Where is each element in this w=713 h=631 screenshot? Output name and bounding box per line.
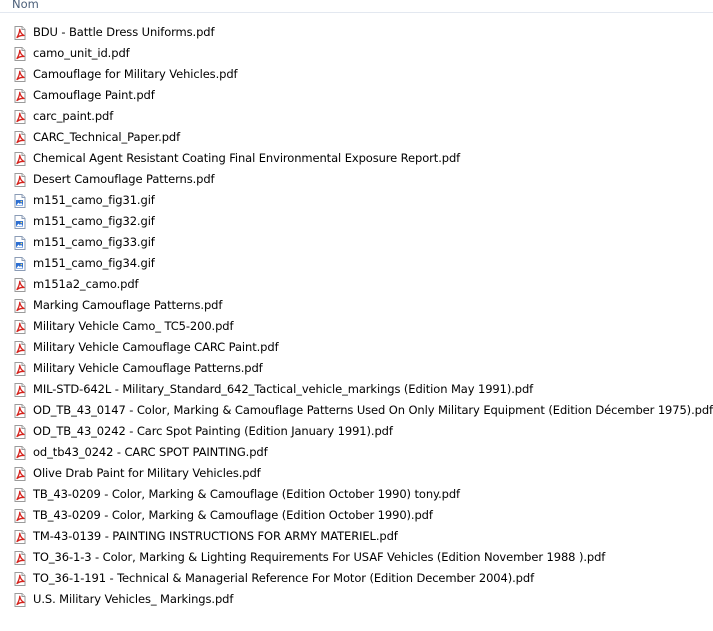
file-name: TB_43-0209 - Color, Marking & Camouflage (Edition October 1990) tony.pdf [33, 487, 460, 501]
file-name: m151_camo_fig33.gif [33, 235, 155, 249]
file-row[interactable] [10, 547, 710, 568]
file-row[interactable] [10, 148, 710, 169]
file-name: m151_camo_fig32.gif [33, 214, 155, 228]
file-row[interactable] [10, 505, 710, 526]
file-row[interactable] [10, 127, 710, 148]
file-row[interactable] [10, 568, 710, 589]
file-name: Military Vehicle Camouflage CARC Paint.pdf [33, 340, 279, 354]
file-list [10, 22, 713, 610]
pdf-icon [12, 277, 28, 293]
pdf-icon [12, 109, 28, 125]
gif-image-icon [12, 193, 28, 209]
file-name: CARC_Technical_Paper.pdf [33, 130, 181, 144]
file-name: Camouflage Paint.pdf [33, 88, 155, 102]
file-row[interactable] [10, 358, 710, 379]
file-row[interactable] [10, 169, 710, 190]
file-name: Desert Camouflage Patterns.pdf [33, 172, 215, 186]
file-row[interactable] [10, 232, 710, 253]
pdf-icon [12, 130, 28, 146]
file-name: BDU - Battle Dress Uniforms.pdf [33, 25, 215, 39]
file-name: Olive Drab Paint for Military Vehicles.pdf [33, 466, 261, 480]
file-name: MIL-STD-642L - Military_Standard_642_Tactical_vehicle_markings (Edition May 1991).pdf [33, 382, 534, 396]
file-row[interactable] [10, 526, 710, 547]
pdf-icon [12, 445, 28, 461]
pdf-icon [12, 298, 28, 314]
file-name: OD_TB_43_0147 - Color, Marking & Camouflage Patterns Used On Only Military Equipment (Edition Décember 1975).pdf [33, 403, 713, 417]
file-name: Military Vehicle Camouflage Patterns.pdf [33, 361, 263, 375]
file-row[interactable] [10, 484, 710, 505]
file-name: OD_TB_43_0242 - Carc Spot Painting (Edition January 1991).pdf [33, 424, 393, 438]
file-row[interactable] [10, 190, 710, 211]
gif-image-icon [12, 235, 28, 251]
file-name: TB_43-0209 - Color, Marking & Camouflage (Edition October 1990).pdf [33, 508, 433, 522]
file-name: m151_camo_fig31.gif [33, 193, 155, 207]
file-name: m151a2_camo.pdf [33, 277, 139, 291]
pdf-icon [12, 361, 28, 377]
file-row[interactable] [10, 463, 710, 484]
file-row[interactable] [10, 64, 710, 85]
file-row[interactable] [10, 316, 710, 337]
column-header-name[interactable]: Nom [12, 0, 39, 11]
file-name: camo_unit_id.pdf [33, 46, 130, 60]
file-row[interactable] [10, 295, 710, 316]
pdf-icon [12, 550, 28, 566]
pdf-icon [12, 67, 28, 83]
pdf-icon [12, 529, 28, 545]
column-header [0, 0, 713, 13]
file-row[interactable] [10, 211, 710, 232]
file-row[interactable] [10, 379, 710, 400]
file-name: Military Vehicle Camo_ TC5-200.pdf [33, 319, 234, 333]
pdf-icon [12, 487, 28, 503]
pdf-icon [12, 340, 28, 356]
pdf-icon [12, 466, 28, 482]
file-row[interactable] [10, 442, 710, 463]
file-row[interactable] [10, 421, 710, 442]
file-name: U.S. Military Vehicles_ Markings.pdf [33, 592, 234, 606]
pdf-icon [12, 403, 28, 419]
gif-image-icon [12, 256, 28, 272]
pdf-icon [12, 424, 28, 440]
pdf-icon [12, 25, 28, 41]
pdf-icon [12, 382, 28, 398]
pdf-icon [12, 508, 28, 524]
file-row[interactable] [10, 337, 710, 358]
file-row[interactable] [10, 22, 710, 43]
file-row[interactable] [10, 400, 713, 421]
pdf-icon [12, 46, 28, 62]
pdf-icon [12, 88, 28, 104]
file-name: TO_36-1-191 - Technical & Managerial Reference For Motor (Edition December 2004).pdf [33, 571, 535, 585]
file-row[interactable] [10, 274, 710, 295]
pdf-icon [12, 172, 28, 188]
file-name: Marking Camouflage Patterns.pdf [33, 298, 223, 312]
file-name: TO_36-1-3 - Color, Marking & Lighting Requirements For USAF Vehicles (Edition November 1988 ).pdf [33, 550, 606, 564]
file-row[interactable] [10, 106, 710, 127]
file-row[interactable] [10, 589, 710, 610]
pdf-icon [12, 571, 28, 587]
file-row[interactable] [10, 43, 710, 64]
file-name: od_tb43_0242 - CARC SPOT PAINTING.pdf [33, 445, 268, 459]
file-row[interactable] [10, 85, 710, 106]
file-name: Chemical Agent Resistant Coating Final Environmental Exposure Report.pdf [33, 151, 461, 165]
file-name: carc_paint.pdf [33, 109, 114, 123]
file-name: m151_camo_fig34.gif [33, 256, 155, 270]
pdf-icon [12, 151, 28, 167]
file-name: TM-43-0139 - PAINTING INSTRUCTIONS FOR ARMY MATERIEL.pdf [33, 529, 398, 543]
file-row[interactable] [10, 253, 710, 274]
pdf-icon [12, 592, 28, 608]
pdf-icon [12, 319, 28, 335]
file-name: Camouflage for Military Vehicles.pdf [33, 67, 238, 81]
gif-image-icon [12, 214, 28, 230]
